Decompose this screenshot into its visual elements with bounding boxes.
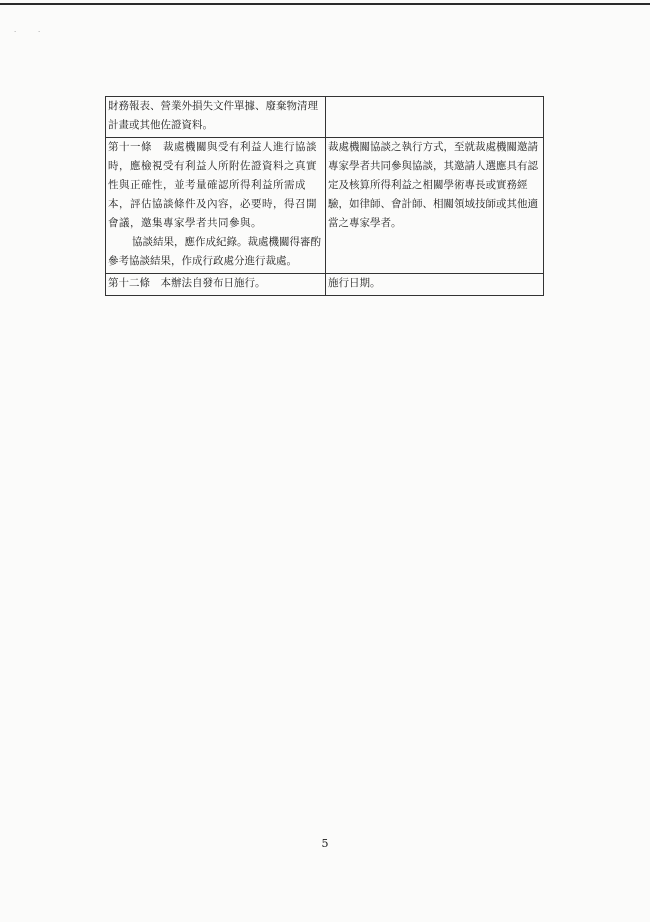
- table-row: [106, 274, 544, 296]
- scan-mark: ·: [38, 28, 41, 36]
- article-11-text: 第十一條 裁處機關與受有利益人進行協談時，應檢視受有利益人所附佐證資料之真實性與正確性，並考量確認所得利益所需成本，評估協談條件及內容，必要時，得召開會議，邀集專家學者共同參與。: [108, 141, 317, 229]
- row-1-article-text: 財務報表、營業外損失文件單據、廢棄物清理計畫或其他佐證資料。: [106, 97, 326, 138]
- article-11-second-paragraph: 協談結果，應作成紀錄。裁處機關得審酌參考協談結果，作成行政處分進行裁處。: [108, 236, 321, 267]
- table-row: [106, 97, 544, 138]
- table-row: [106, 138, 544, 274]
- row-2-explanation: 裁處機關協談之執行方式，至就裁處機關邀請專家學者共同參與協談，其邀請人選應具有認定及核算所得利益之相關學術專長或實務經驗，如律師、會計師、相關領域技師或其他適當之專家學者。: [326, 138, 544, 274]
- top-border-line: [0, 3, 650, 5]
- page-number: 5: [321, 837, 329, 850]
- row-3-explanation: 施行日期。: [326, 274, 544, 296]
- row-1-explanation: [326, 97, 544, 138]
- regulation-table: [105, 96, 544, 296]
- scan-mark: ·: [14, 28, 17, 36]
- row-2-article-text: [106, 138, 326, 274]
- row-3-article-text: 第十二條 本辦法自發布日施行。: [106, 274, 326, 296]
